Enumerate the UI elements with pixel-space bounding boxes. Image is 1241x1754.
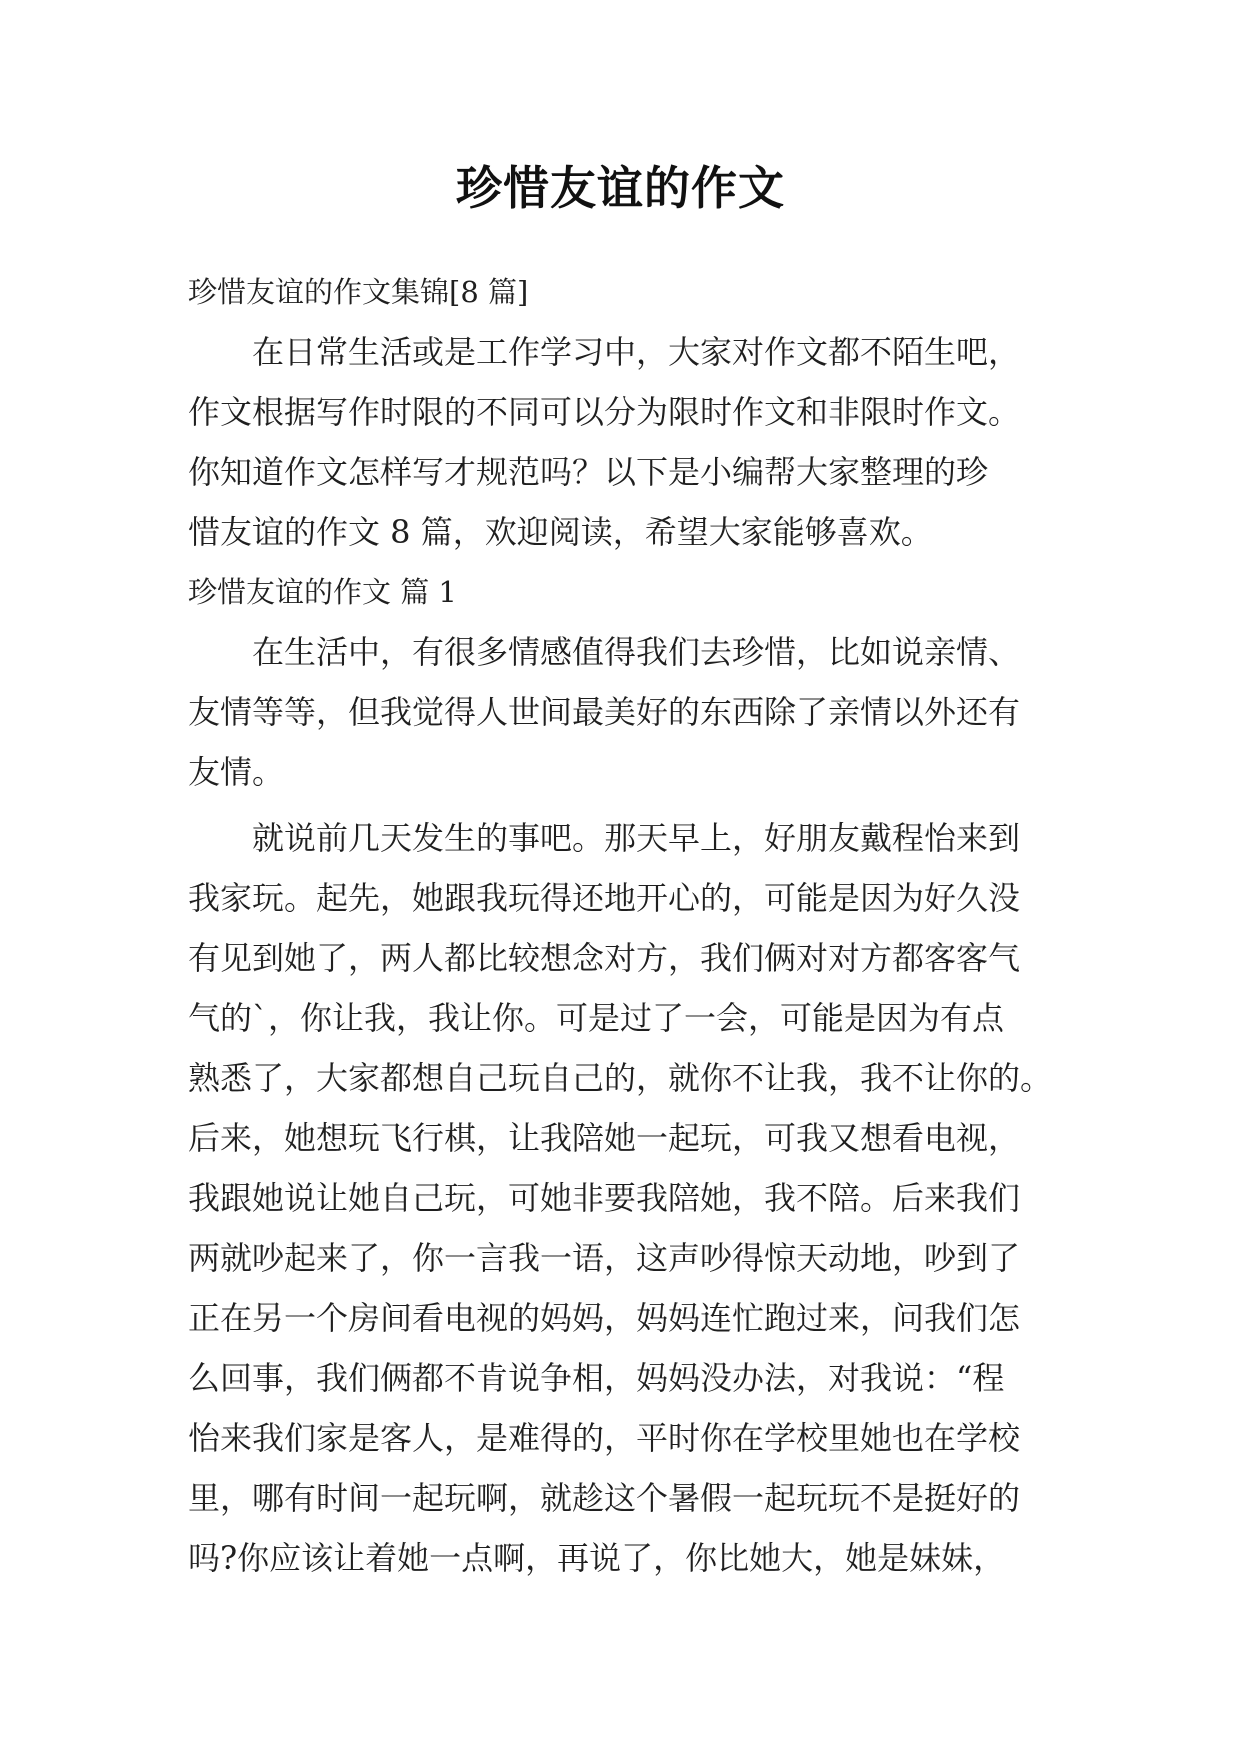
paragraph-line: 友情等等，但我觉得人世间最美好的东西除了亲情以外还有 (188, 693, 1021, 731)
intro-line: 在日常生活或是工作学习中，大家对作文都不陌生吧， (252, 333, 1021, 371)
document-title: 珍惜友谊的作文 (456, 161, 785, 215)
paragraph-line: 吗?你应该让着她一点啊，再说了，你比她大，她是妹妹， (188, 1539, 1006, 1577)
paragraph-line: 我跟她说让她自己玩，可她非要我陪她，我不陪。后来我们 (188, 1179, 1021, 1217)
intro-line: 作文根据写作时限的不同可以分为限时作文和非限时作文。 (188, 393, 1021, 431)
paragraph-line: 里，哪有时间一起玩啊，就趁这个暑假一起玩玩不是挺好的 (188, 1479, 1021, 1517)
paragraph-line: 么回事，我们俩都不肯说争相，妈妈没办法，对我说：“程 (188, 1359, 1005, 1397)
section-heading: 珍惜友谊的作文 篇 1 (188, 575, 457, 609)
paragraph-line: 我家玩。起先，她跟我玩得还地开心的，可能是因为好久没 (188, 879, 1021, 917)
paragraph-line: 后来，她想玩飞行棋，让我陪她一起玩，可我又想看电视， (188, 1119, 1021, 1157)
paragraph-line: 气的`，你让我，我让你。可是过了一会，可能是因为有点 (188, 999, 1005, 1037)
paragraph-line: 有见到她了，两人都比较想念对方，我们俩对对方都客客气 (188, 939, 1021, 977)
collection-heading: 珍惜友谊的作文集锦[8 篇] (188, 275, 529, 309)
intro-line: 你知道作文怎样写才规范吗？以下是小编帮大家整理的珍 (188, 453, 989, 491)
document-body (188, 262, 1078, 1588)
paragraph-line: 友情。 (188, 753, 285, 791)
paragraph-line: 在生活中，有很多情感值得我们去珍惜，比如说亲情、 (252, 633, 1021, 671)
paragraph-line: 怡来我们家是客人，是难得的，平时你在学校里她也在学校 (188, 1419, 1021, 1457)
paragraph-line: 熟悉了，大家都想自己玩自己的，就你不让我，我不让你的。 (188, 1059, 1053, 1097)
intro-line: 惜友谊的作文 8 篇，欢迎阅读，希望大家能够喜欢。 (188, 513, 933, 551)
paragraph-line: 两就吵起来了，你一言我一语，这声吵得惊天动地，吵到了 (188, 1239, 1021, 1277)
paragraph-line: 就说前几天发生的事吧。那天早上，好朋友戴程怡来到 (252, 819, 1021, 857)
paragraph-line: 正在另一个房间看电视的妈妈，妈妈连忙跑过来，问我们怎 (188, 1299, 1021, 1337)
